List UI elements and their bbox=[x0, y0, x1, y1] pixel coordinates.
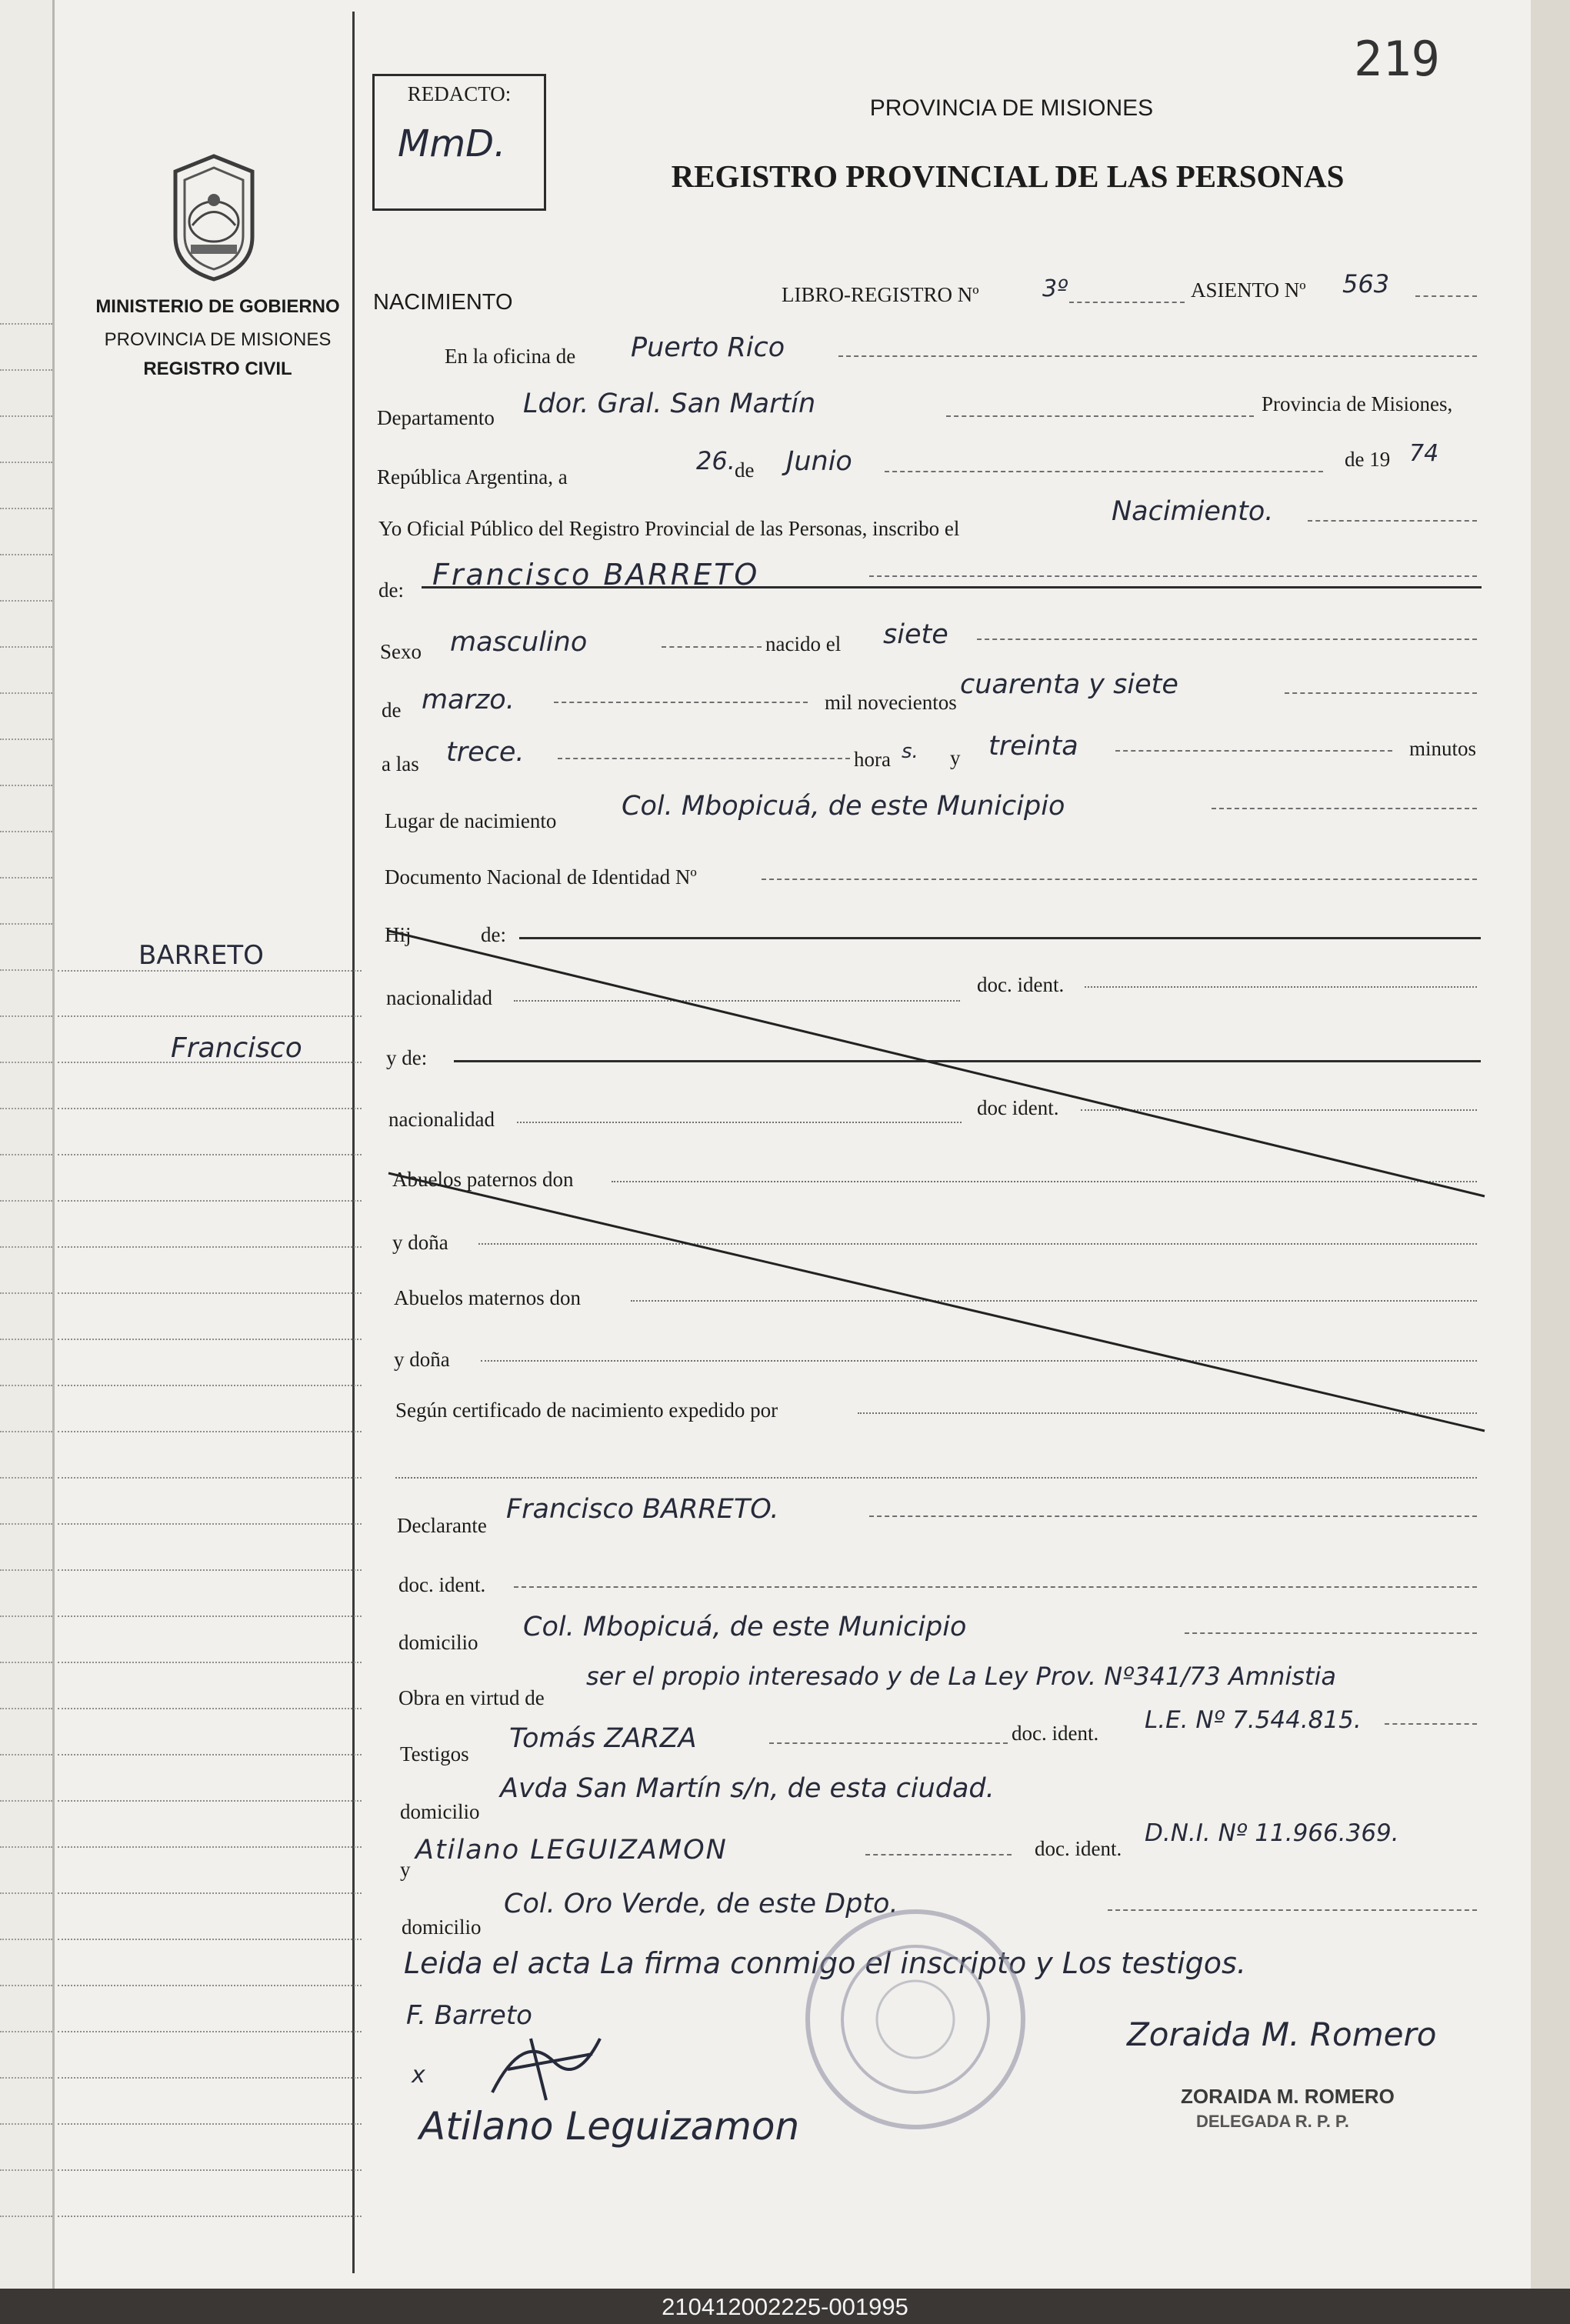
oficina-value: Puerto Rico bbox=[631, 332, 785, 363]
name-value: Francisco BARRETO bbox=[432, 558, 760, 592]
hijo-label: Hij bbox=[385, 923, 412, 946]
yo-oficial-label: Yo Oficial Público del Registro Provincial de las Personas, inscribo el bbox=[378, 517, 960, 540]
nacionalidad2-label: nacionalidad bbox=[388, 1108, 495, 1131]
registro-provincial-stamp-icon bbox=[800, 1904, 1031, 2135]
minutos-label: minutos bbox=[1409, 737, 1477, 760]
doc-ident3-label: doc. ident. bbox=[398, 1573, 486, 1596]
de2-label: de bbox=[382, 699, 402, 722]
ministry-line2: PROVINCIA DE MISIONES bbox=[104, 329, 332, 350]
act-type-label: NACIMIENTO bbox=[373, 290, 513, 315]
abuelos-paternos-label: Abuelos paternos don bbox=[392, 1168, 574, 1191]
domicilio3-label: domicilio bbox=[402, 1916, 482, 1939]
sexo-label: Sexo bbox=[380, 640, 422, 663]
margin-surname: BARRETO bbox=[138, 940, 264, 971]
segun-label: Según certificado de nacimiento expedido por bbox=[395, 1399, 778, 1422]
y-label: y bbox=[950, 746, 961, 769]
file-id: 210412002225-001995 bbox=[662, 2293, 908, 2320]
obra-label: Obra en virtud de bbox=[398, 1686, 545, 1709]
minutes-value: treinta bbox=[988, 731, 1078, 762]
y-dona-label: y doña bbox=[392, 1231, 448, 1254]
signature-barreto: F. Barreto bbox=[406, 2000, 532, 2031]
lugar-label: Lugar de nacimiento bbox=[385, 809, 557, 832]
month-value: Junio bbox=[786, 446, 852, 477]
redacto-initials: MmD. bbox=[398, 122, 506, 165]
signature-official: Zoraida M. Romero bbox=[1127, 2016, 1437, 2053]
asiento-label: ASIENTO Nº bbox=[1191, 278, 1306, 302]
testigo1-domicilio: Avda San Martín s/n, de esta ciudad. bbox=[500, 1773, 995, 1804]
departamento-label: Departamento bbox=[377, 406, 495, 429]
y-testigo-label: y bbox=[400, 1858, 411, 1881]
official-name: ZORAIDA M. ROMERO bbox=[1181, 2085, 1395, 2108]
dni-label: Documento Nacional de Identidad Nº bbox=[385, 865, 697, 889]
sexo-value: masculino bbox=[450, 627, 588, 658]
page-title: REGISTRO PROVINCIAL DE LAS PERSONAS bbox=[671, 158, 1345, 194]
ministry-line1: MINISTERIO DE GOBIERNO bbox=[95, 296, 340, 317]
oficina-label: En la oficina de bbox=[445, 345, 576, 368]
redacto-label: REDACTO: bbox=[407, 82, 512, 105]
birth-year-words: cuarenta y siete bbox=[960, 669, 1178, 700]
mil-label: mil novecientos bbox=[825, 691, 957, 714]
testigo1-doc: L.E. Nº 7.544.815. bbox=[1145, 1706, 1362, 1734]
province-header: PROVINCIA DE MISIONES bbox=[869, 95, 1154, 121]
declarante-value: Francisco BARRETO. bbox=[506, 1494, 779, 1525]
a-las-label: a las bbox=[382, 752, 419, 775]
domicilio-label: domicilio bbox=[398, 1631, 478, 1654]
declarante-label: Declarante bbox=[397, 1514, 487, 1537]
testigos-label: Testigos bbox=[400, 1742, 469, 1766]
nacionalidad-label: nacionalidad bbox=[386, 986, 492, 1009]
official-title: DELEGADA R. P. P. bbox=[1196, 2112, 1349, 2131]
hour-value: trece. bbox=[446, 737, 525, 768]
horas-value: s. bbox=[902, 740, 918, 763]
asiento-value: 563 bbox=[1342, 269, 1390, 298]
domicilio-value: Col. Mbopicuá, de este Municipio bbox=[523, 1612, 967, 1642]
signature-leguizamon: Atilano Leguizamon bbox=[419, 2104, 800, 2149]
closing-text: Leida el acta La firma conmigo el inscripto y Los testigos. bbox=[404, 1946, 1246, 1980]
margin-given-name: Francisco bbox=[171, 1032, 302, 1064]
nacido-label: nacido el bbox=[765, 632, 842, 655]
doc-ident5-label: doc. ident. bbox=[1035, 1837, 1122, 1860]
birth-month-value: marzo. bbox=[422, 685, 515, 715]
testigo2-domicilio: Col. Oro Verde, de este Dpto. bbox=[504, 1889, 898, 1919]
witness-mark-icon bbox=[477, 2023, 615, 2108]
page-number: 219 bbox=[1354, 31, 1440, 87]
abuelos-maternos-label: Abuelos maternos don bbox=[394, 1286, 581, 1309]
day-value: 26. bbox=[696, 446, 735, 475]
republica-label: República Argentina, a bbox=[377, 465, 568, 488]
de-name-label: de: bbox=[378, 578, 404, 602]
testigo1-value: Tomás ZARZA bbox=[509, 1723, 697, 1754]
libro-label: LIBRO-REGISTRO Nº bbox=[782, 283, 979, 306]
nacido-value: siete bbox=[883, 619, 948, 650]
testigo2-value: Atilano LEGUIZAMON bbox=[415, 1835, 728, 1866]
provincia-suffix: Provincia de Misiones, bbox=[1262, 392, 1453, 415]
testigo2-doc: D.N.I. Nº 11.966.369. bbox=[1145, 1819, 1399, 1847]
departamento-value: Ldor. Gral. San Martín bbox=[523, 388, 816, 419]
de-year-label: de 19 bbox=[1345, 448, 1391, 471]
y-de-label: y de: bbox=[386, 1046, 428, 1069]
doc-ident-label: doc. ident. bbox=[977, 973, 1065, 996]
doc-ident2-label: doc ident. bbox=[977, 1096, 1059, 1119]
signature-x: x bbox=[412, 2062, 425, 2089]
yo-oficial-value: Nacimiento. bbox=[1112, 496, 1274, 527]
hijo-de-label: de: bbox=[481, 923, 506, 946]
ministry-line3: REGISTRO CIVIL bbox=[143, 358, 292, 379]
libro-value: 3º bbox=[1042, 275, 1068, 302]
doc-ident4-label: doc. ident. bbox=[1012, 1722, 1099, 1745]
obra-value: ser el propio interesado y de La Ley Prov. Nº341/73 Amnistia bbox=[586, 1662, 1336, 1691]
year-value: 74 bbox=[1409, 440, 1439, 467]
y-dona2-label: y doña bbox=[394, 1348, 450, 1371]
lugar-value: Col. Mbopicuá, de este Municipio bbox=[622, 791, 1065, 822]
domicilio2-label: domicilio bbox=[400, 1800, 480, 1823]
horas-label: hora bbox=[854, 748, 891, 771]
de-label: de bbox=[735, 458, 755, 482]
